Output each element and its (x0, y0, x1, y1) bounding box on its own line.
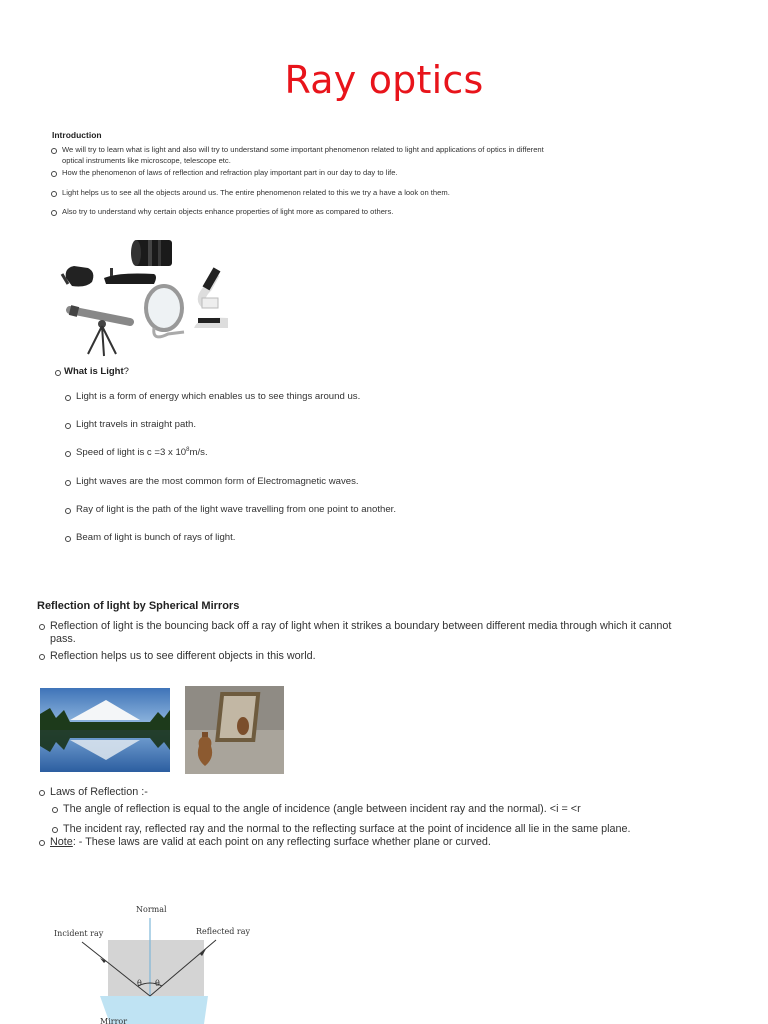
laws-label: Laws of Reflection :- (36, 786, 676, 799)
note-text: : - These laws are valid at each point on any reflecting surface whether plane or curved. (72, 836, 491, 849)
reflection-diagram (40, 900, 280, 1024)
reflection-heading: Reflection of light by Spherical Mirrors (37, 600, 240, 612)
reflection-list (36, 620, 676, 664)
rearview-mirror-icon (104, 268, 156, 284)
reflected-ray-label: Reflected ray (196, 927, 251, 936)
microscope-icon (194, 267, 228, 328)
what-is-light-label: What is Light (64, 366, 124, 377)
normal-label: Normal (136, 905, 167, 914)
laws-list (36, 786, 676, 799)
list-item: How the phenomenon of laws of reflection and refraction play important part in our day to day to life. (48, 168, 548, 179)
side-mirror-icon (62, 266, 93, 287)
law-item: The incident ray, reflected ray and the normal to the reflecting surface at the point of incidence all lie in the same plane. (49, 823, 676, 836)
list-item: Ray of light is the path of the light wave travelling from one point to another. (62, 504, 472, 515)
list-item: We will try to learn what is light and also will try to understand some important phenomenon related to light and applications of optics in different optical instruments like microscope, telescope etc. (48, 145, 548, 166)
what-is-light-section (52, 366, 472, 560)
list-item: Also try to understand why certain objects enhance properties of light more as compared to others. (48, 207, 548, 218)
speed-prefix: Speed of light is c =3 x 10 (76, 447, 187, 459)
note-label: Note (50, 836, 73, 849)
speed-of-light-item (62, 447, 472, 458)
introduction-section (48, 130, 548, 218)
list-item: Light helps us to see all the objects around us. The entire phenomenon related to this we try a have a look on them. (48, 188, 548, 199)
what-is-light-heading (52, 366, 472, 377)
law-item: The angle of reflection is equal to the angle of incidence (angle between incident ray and the normal). <i = <r (49, 803, 676, 816)
introduction-heading: Introduction (52, 130, 102, 140)
question-mark: ? (123, 366, 129, 377)
light-facts-list (62, 391, 472, 543)
list-item: Light waves are the most common form of Electromagnetic waves. (62, 476, 472, 487)
incident-ray-label: Incident ray (54, 929, 104, 938)
vase-mirror-image (185, 686, 284, 774)
mirror-label: Mirror (100, 1017, 128, 1024)
camera-lens-icon (131, 240, 172, 266)
note-list (36, 836, 676, 849)
speed-suffix: m/s. (189, 447, 208, 459)
list-item: Light travels in straight path. (62, 419, 472, 430)
list-item: Reflection of light is the bouncing back off a ray of light when it strikes a boundary between different media through which it cannot pass. (36, 620, 676, 646)
introduction-list (48, 145, 548, 218)
optical-instruments-image (58, 238, 538, 358)
magnifying-glass-icon (146, 286, 184, 337)
theta-i-label: θ (137, 979, 142, 988)
page-title: Ray optics (284, 58, 484, 102)
list-item: Beam of light is bunch of rays of light. (62, 532, 472, 543)
note-item (36, 836, 676, 849)
list-item: Light is a form of energy which enables us to see things around us. (62, 391, 472, 402)
speed-exponent: 8 (186, 447, 190, 454)
mountain-reflection-image (40, 688, 170, 772)
telescope-icon (70, 310, 130, 356)
theta-r-label: θ (155, 979, 160, 988)
laws-sublist (36, 803, 676, 836)
what-is-light-heading-list (52, 366, 472, 377)
list-item: Reflection helps us to see different objects in this world. (36, 650, 676, 663)
